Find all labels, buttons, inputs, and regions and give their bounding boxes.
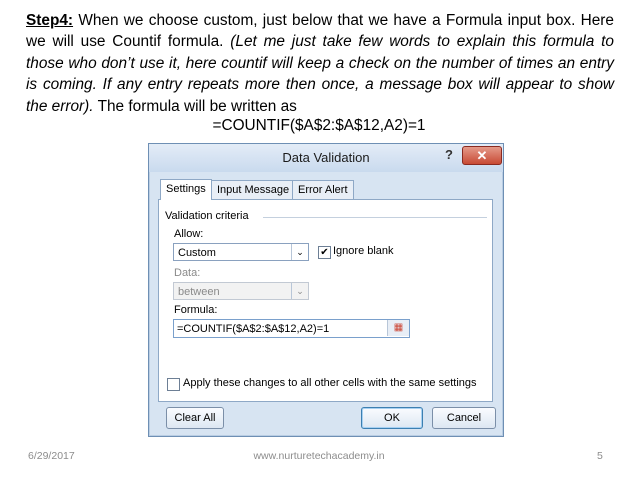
paragraph-text: When we choose custom, just below that we have a Formula input box. Here we will use Countif formula. — [26, 12, 614, 51]
apply-all-checkbox[interactable] — [167, 378, 180, 391]
paragraph-italic-text: (Let me just take few words to explain this formula to those who don’t use it, here countif will keep a check on the number of times an entry is coming. If any entry repeats more then once, a message box will appear to show the error). — [26, 33, 614, 115]
formula-value: =COUNTIF($A$2:$A$12,A2)=1 — [177, 323, 330, 335]
settings-panel — [158, 199, 493, 402]
ignore-blank-checkbox[interactable] — [318, 246, 331, 259]
data-value: between — [178, 286, 220, 298]
tab-input-message[interactable]: Input Message — [211, 180, 295, 199]
clear-all-button[interactable]: Clear All — [166, 407, 224, 429]
data-label: Data: — [174, 267, 201, 279]
footer-url: www.nurturetechacademy.in — [253, 450, 385, 462]
cancel-button[interactable]: Cancel — [432, 407, 496, 429]
close-icon: ✕ — [476, 148, 488, 163]
ok-button[interactable]: OK — [361, 407, 423, 429]
formula-input[interactable] — [173, 319, 410, 338]
allow-value: Custom — [178, 247, 216, 259]
formula-example: =COUNTIF($A$2:$A$12,A2)=1 — [212, 117, 426, 134]
allow-dropdown[interactable] — [173, 243, 309, 261]
footer-date: 6/29/2017 — [28, 450, 75, 462]
chevron-down-icon[interactable]: ⌄ — [291, 244, 308, 260]
close-button[interactable] — [462, 146, 502, 165]
ignore-blank-label[interactable]: Ignore blank — [333, 245, 394, 257]
tab-settings[interactable]: Settings — [160, 179, 212, 200]
formula-label: Formula: — [174, 304, 218, 316]
data-validation-dialog — [148, 143, 504, 437]
dialog-titlebar[interactable] — [149, 144, 503, 172]
range-selector-icon[interactable]: ▦ — [387, 320, 409, 336]
apply-all-label[interactable]: Apply these changes to all other cells with the same settings — [183, 377, 477, 389]
check-icon: ✔ — [320, 247, 329, 258]
data-dropdown[interactable] — [173, 282, 309, 300]
paragraph-text-end: The formula will be written as — [93, 97, 297, 115]
validation-criteria-label: Validation criteria — [165, 210, 249, 222]
footer-page-number: 5 — [597, 450, 603, 462]
chevron-down-icon[interactable]: ⌄ — [291, 283, 308, 299]
help-button[interactable]: ? — [445, 147, 453, 162]
dialog-title: Data Validation — [282, 150, 370, 165]
tab-error-alert[interactable]: Error Alert — [292, 180, 354, 199]
step-label: Step4: — [26, 12, 74, 29]
allow-label: Allow: — [174, 228, 204, 240]
step-paragraph — [26, 10, 614, 117]
criteria-divider — [263, 217, 487, 218]
